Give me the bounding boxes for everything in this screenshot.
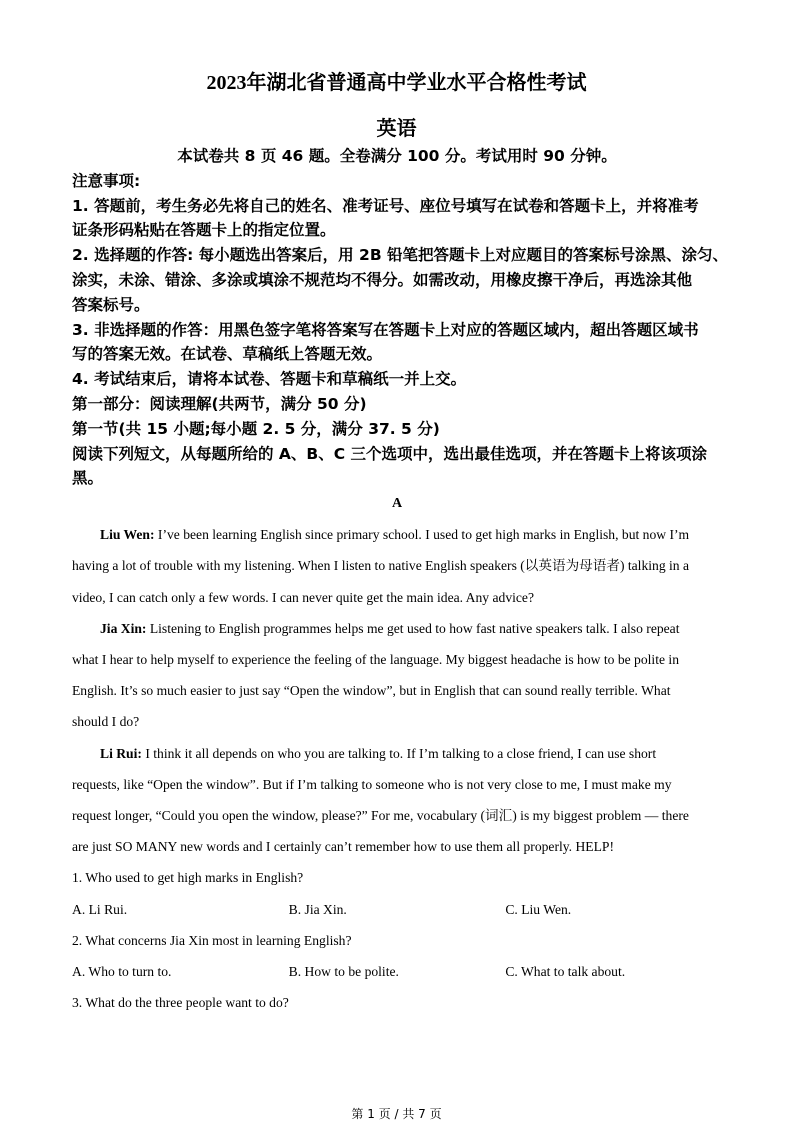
speaker-name: Jia Xin: bbox=[100, 620, 147, 636]
section-heading: 第一部分：阅读理解(共两节，满分 50 分) bbox=[72, 394, 367, 413]
paragraph-line: what I hear to help myself to experience the feeling of the language. My biggest headache is how to be polite in bbox=[72, 652, 679, 668]
paragraph-line: request longer, “Could you open the window, please?” For me, vocabulary (词汇) is my biggest problem — there bbox=[72, 808, 689, 824]
instruction-line: 涂实，未涂、错涂、多涂或填涂不规范均不得分。如需改动，用橡皮擦干净后，再选涂其他 bbox=[72, 270, 693, 289]
paragraph-line bbox=[72, 519, 722, 550]
question-options bbox=[72, 894, 722, 925]
subject-title: 英语 bbox=[376, 118, 417, 140]
paragraph-line bbox=[72, 613, 722, 644]
paragraph-text: I’ve been learning English since primary school. I used to get high marks in English, but now I’m bbox=[154, 527, 690, 543]
question-stem: 2. What concerns Jia Xin most in learning English? bbox=[72, 932, 352, 948]
page-footer: 第 1 页 / 共 7 页 bbox=[351, 1107, 442, 1121]
instruction-line: 证条形码粘贴在答题卡上的指定位置。 bbox=[72, 221, 336, 240]
instruction-line: 答案标号。 bbox=[72, 295, 150, 314]
passage-label: A bbox=[391, 496, 403, 511]
paragraph-line: English. It’s so much easier to just say “Open the window”, but in English that can sound really terrible. What bbox=[72, 683, 671, 699]
instructions-heading: 注意事项: bbox=[72, 171, 141, 190]
subsection-heading: 第一节(共 15 小题;每小题 2. 5 分，满分 37. 5 分) bbox=[72, 419, 440, 438]
exam-summary: 本试卷共 8 页 46 题。全卷满分 100 分。考试用时 90 分钟。 bbox=[177, 147, 617, 165]
instruction-line: 2. 选择题的作答: 每小题选出答案后，用 2B 铅笔把答题卡上对应题目的答案标号涂黑、涂匀、 bbox=[72, 246, 729, 265]
instructions-block bbox=[72, 144, 729, 491]
option-b: B. Jia Xin. bbox=[288, 901, 347, 917]
paragraph-line: requests, like “Open the window”. But if I’m talking to someone who is not very close to me, I must make my bbox=[72, 776, 672, 792]
paragraph-line: should I do? bbox=[72, 714, 140, 730]
directions-line: 黑。 bbox=[72, 469, 104, 488]
paragraph-text: I think it all depends on who you are talking to. If I’m talking to a close friend, I can use short bbox=[141, 745, 657, 761]
instruction-line: 4. 考试结束后，请将本试卷、答题卡和草稿纸一并上交。 bbox=[72, 370, 467, 389]
exam-title: 2023年湖北省普通高中学业水平合格性考试 bbox=[206, 72, 587, 94]
question-stem: 3. What do the three people want to do? bbox=[72, 995, 289, 1011]
paragraph-text: Listening to English programmes helps me get used to how fast native speakers talk. I also repeat bbox=[146, 620, 680, 636]
option-c: C. Liu Wen. bbox=[505, 901, 572, 917]
option-a: A. Li Rui. bbox=[72, 901, 128, 917]
question-stem: 1. Who used to get high marks in English? bbox=[72, 870, 304, 886]
paragraph-line: having a lot of trouble with my listening. When I listen to native English speakers (以英语为母语者) talking in a bbox=[72, 558, 690, 574]
paragraph-line: are just SO MANY new words and I certainly can’t remember how to use them all properly. HELP! bbox=[72, 839, 614, 855]
reading-passage bbox=[72, 488, 722, 1018]
option-c: C. What to talk about. bbox=[505, 964, 626, 980]
speaker-name: Li Rui: bbox=[100, 745, 142, 761]
instruction-line: 1. 答题前，考生务必先将自己的姓名、准考证号、座位号填写在试卷和答题卡上，并将准考 bbox=[72, 196, 699, 215]
instruction-line: 3. 非选择题的作答：用黑色签字笔将答案写在答题卡上对应的答题区域内，超出答题区域书 bbox=[72, 320, 699, 339]
option-a: A. Who to turn to. bbox=[72, 964, 172, 980]
paragraph-line bbox=[72, 738, 722, 769]
directions-line: 阅读下列短文，从每题所给的 A、B、C 三个选项中，选出最佳选项，并在答题卡上将该项涂 bbox=[72, 444, 707, 463]
instruction-line: 写的答案无效。在试卷、草稿纸上答题无效。 bbox=[72, 345, 383, 364]
option-b: B. How to be polite. bbox=[288, 964, 399, 980]
speaker-name: Liu Wen: bbox=[100, 527, 155, 543]
paragraph-line: video, I can catch only a few words. I can never quite get the main idea. Any advice? bbox=[72, 589, 535, 605]
question-options bbox=[72, 956, 722, 987]
